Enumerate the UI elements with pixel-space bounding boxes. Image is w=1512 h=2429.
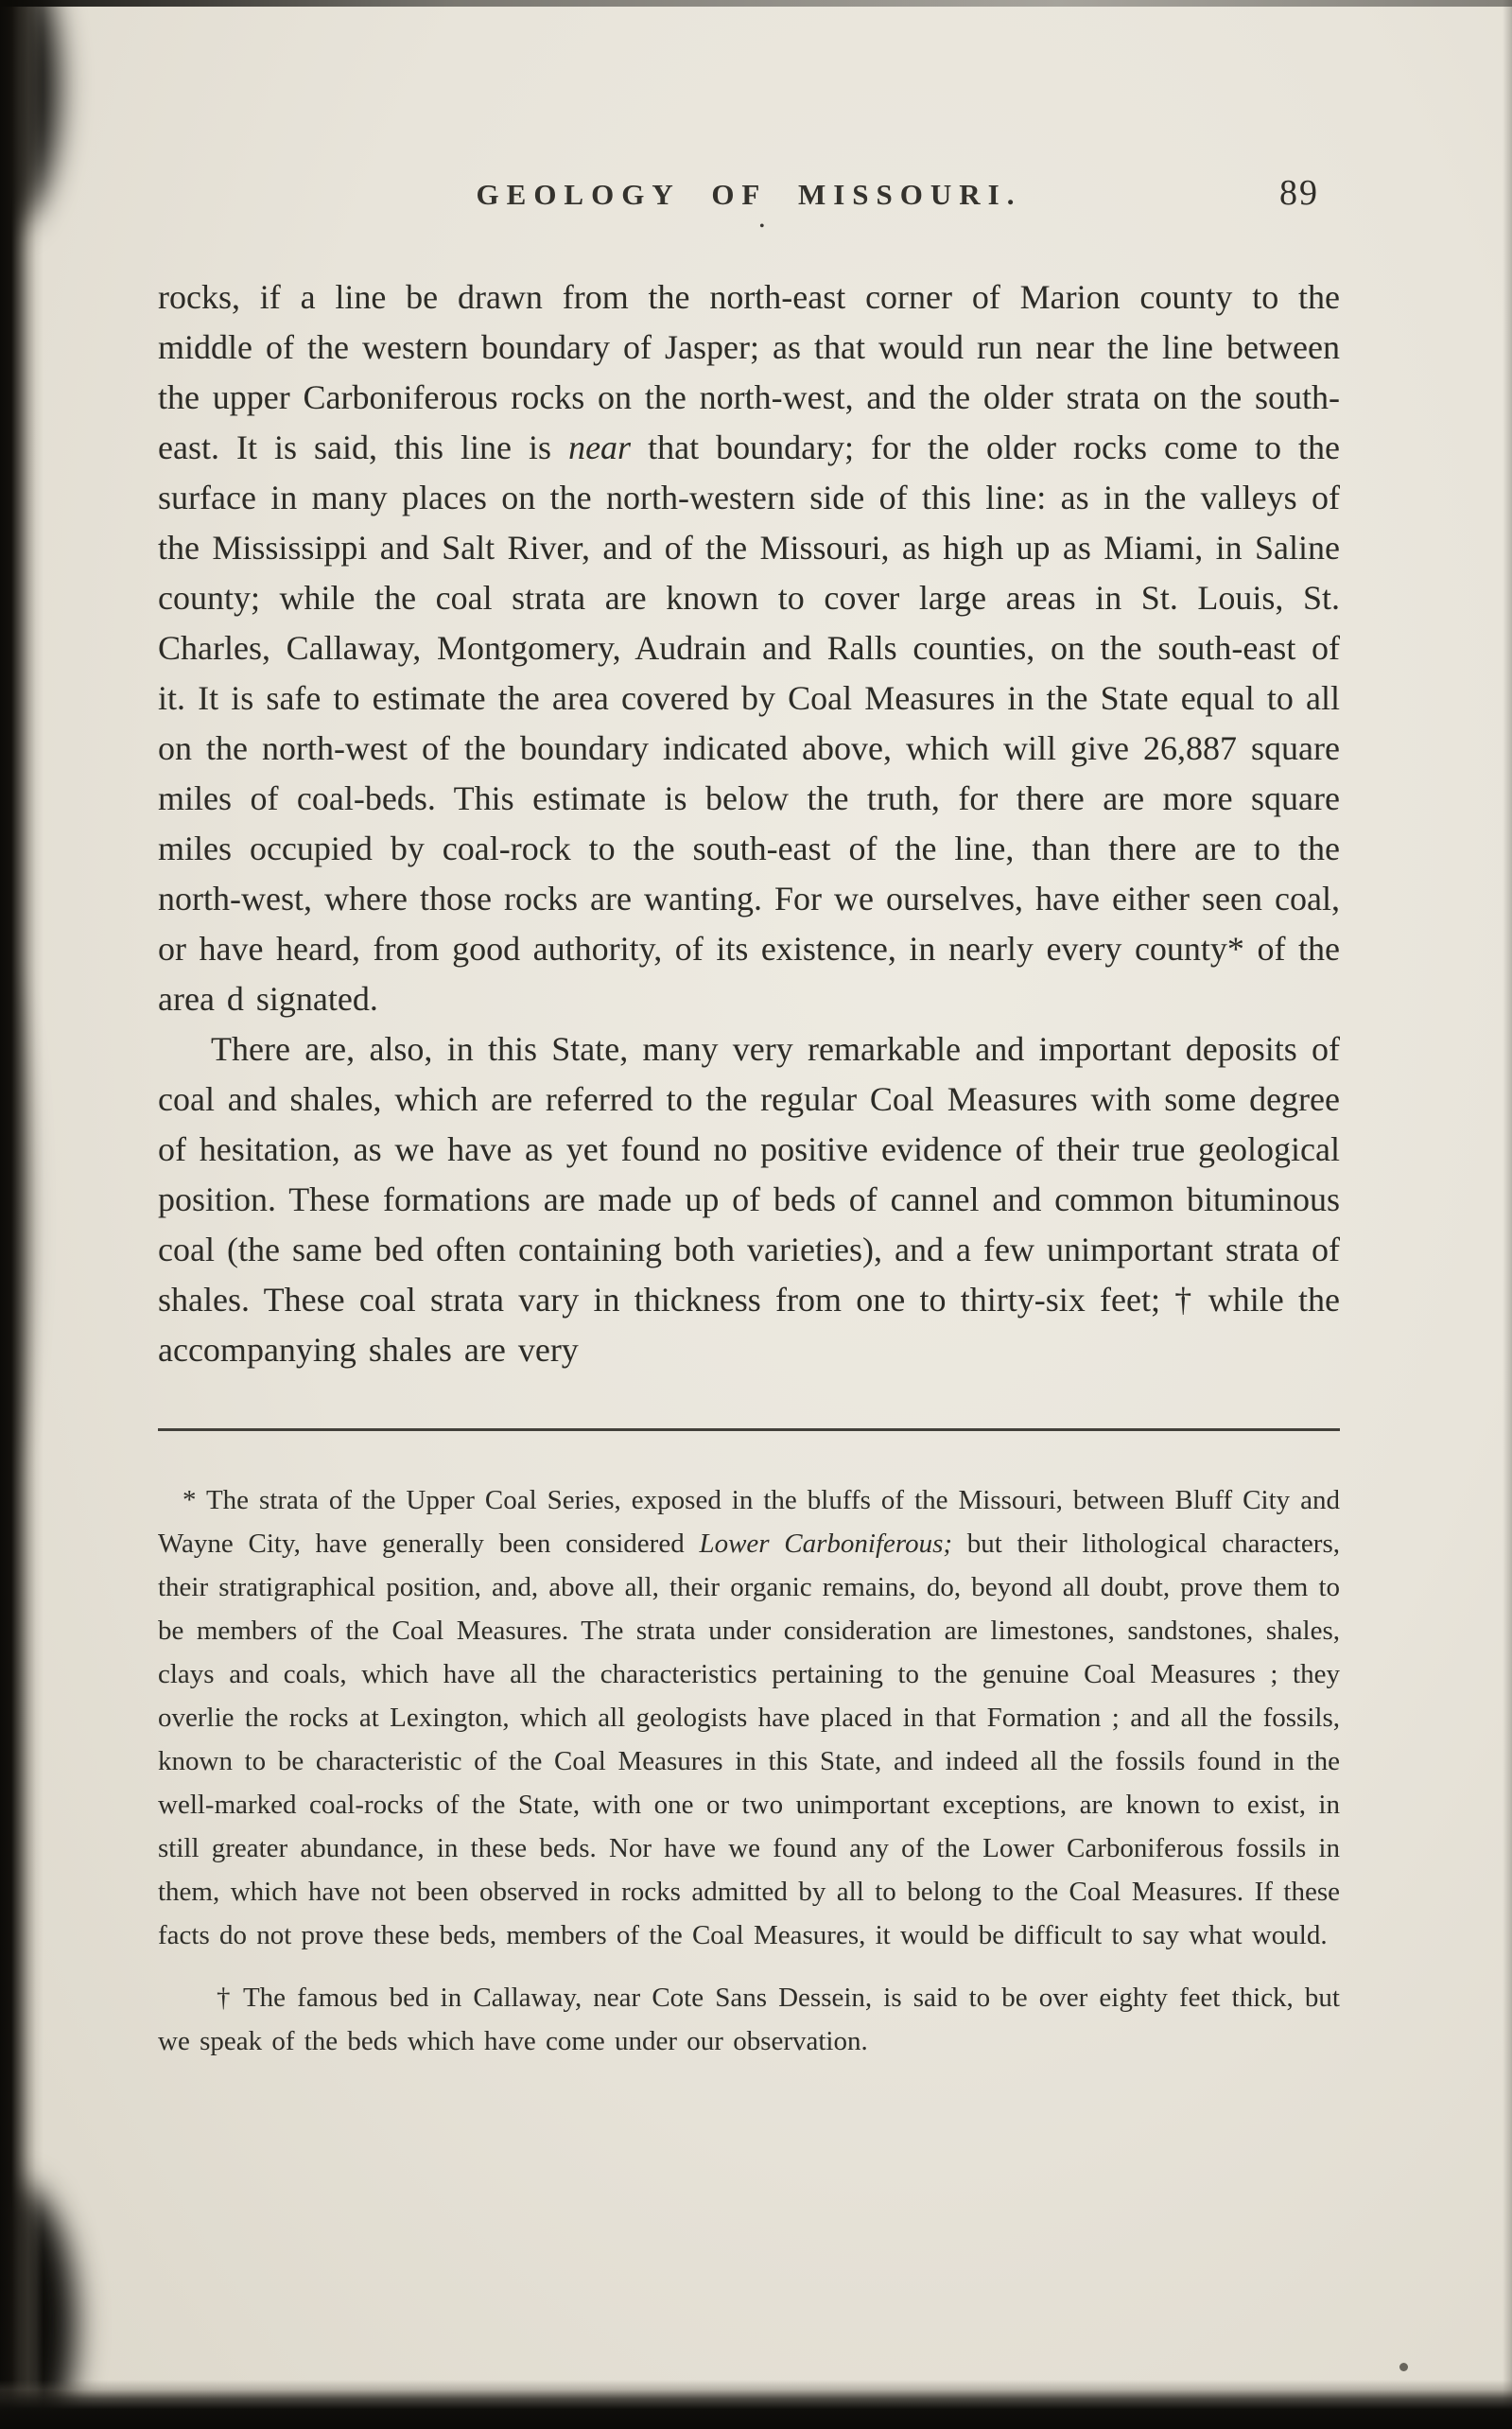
footnote: [158, 1976, 1340, 2063]
scan-edge-left: [0, 0, 43, 2429]
text-run: † The famous bed in Callaway, near Cote Sans Dessein, is said to be over eighty feet thick, but we speak of the beds which have come under our observation.: [158, 1983, 1340, 2056]
scan-edge-right: [1503, 0, 1512, 2429]
italic-text-run: Lower Carboniferous;: [699, 1529, 953, 1559]
text-run: but their lithological characters, their stratigraphical position, and, above all, their organic remains, do, beyond all doubt, prove them to be members of the Coal Measures. The strata under consideration are limestones, sandstones, shales, clays and coals, which have all the characteristics pertaining to the genuine Coal Measures ; they overlie the rocks at Lexington, which all geologists have placed in that Formation ; and all the fossils, known to be characteristic of the Coal Measures in this State, and indeed all the fossils found in the well-marked coal-rocks of the State, with one or two unimportant exceptions, are known to exist, in still greater abundance, in these beds. Nor have we found any of the Lower Carboniferous fossils in them, which have not been observed in rocks admitted by all to belong to the Coal Measures. If these facts do not prove these beds, members of the Coal Measures, it would be difficult to say what would.: [158, 1529, 1340, 1950]
text-run: There are, also, in this State, many very remarkable and important deposits of coal and shales, which are referred to the regular Coal Measures with some degree of hesitation, as we have as yet found no positive evidence of their true geological position. These formations are made up of beds of cannel and common bituminous coal (the same bed often containing both varieties), and a few unimportant strata of shales. These coal strata vary in thickness from one to thirty-six feet; † while the accompanying shales are very: [158, 1030, 1340, 1369]
footnotes: [158, 1478, 1340, 2063]
ink-speck: [1399, 2363, 1408, 2371]
body-paragraph: [158, 1024, 1340, 1375]
scan-edge-top: [0, 0, 1512, 7]
footnote-rule: [158, 1428, 1340, 1431]
page-number: 89: [1279, 173, 1319, 213]
text-run: rocks, if a line be drawn from the north-east corner of Marion county to the middle of the western boundary of Jasper; as that would run near the line between the upper Carboniferous rocks on the north-west, and the older strata on the south-east. It is said, this line is: [158, 278, 1340, 466]
text-run: that boundary; for the older rocks come to the surface in many places on the north-western side of this line: as in the valleys of the Mississippi and Salt River, and of the Missouri, as high up as Miami, in Saline county; while the coal strata are known to cover large areas in St. Louis, St. Charles, Callaway, Montgomery, Audrain and Ralls counties, on the south-east of it. It is safe to estimate the area covered by Coal Measures in the State equal to all on the north-west of the boundary indicated above, which will give 26,887 square miles of coal-beds. This estimate is below the truth, for there are more square miles occupied by coal-rock to the south-east of the line, than there are to the north-west, where those rocks are wanting. For we ourselves, have either seen coal, or have heard, from good authority, of its existence, in nearly every county* of the area d signated.: [158, 428, 1341, 1018]
italic-text-run: near: [568, 428, 632, 466]
page-content: [158, 173, 1341, 2063]
body-paragraph: [158, 272, 1340, 1024]
scan-edge-bottom: [0, 2380, 1512, 2429]
body-text: [158, 272, 1340, 1375]
ornament-dot: •: [759, 218, 765, 235]
page-title: GEOLOGY OF MISSOURI.: [476, 178, 1022, 211]
text-run: * The strata of the Upper Coal Series, exposed in the bluffs of the Missouri, between Bluff City and Wayne City, have generally been considered: [158, 1485, 1340, 1559]
footnote: [158, 1478, 1340, 1957]
running-header: [158, 173, 1340, 235]
